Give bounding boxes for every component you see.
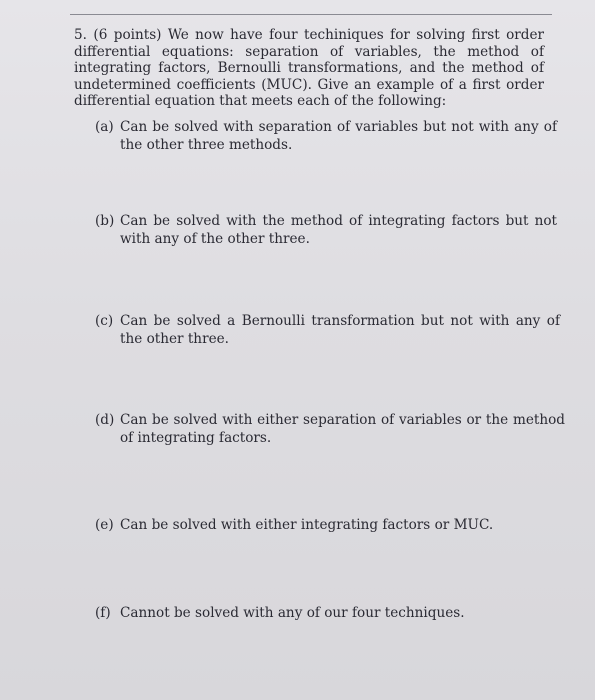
part-text: Cannot be solved with any of our four techniques. bbox=[120, 605, 465, 621]
problem-text: (6 points) We now have four techiniques for solving first order differential equations: separation of variables, the method of integrating factors, Bernoulli transformations, and the method of undetermined coefficients (MUC). Give an example of a first order differential equation that meets each of the following: bbox=[74, 27, 544, 109]
top-rule bbox=[70, 14, 552, 15]
part-a bbox=[95, 118, 557, 154]
part-text: Can be solved with either integrating factors or MUC. bbox=[120, 517, 494, 533]
part-text: Can be solved with either separation of variables or the method of integrating factors. bbox=[120, 412, 565, 446]
problem-5-statement bbox=[74, 27, 544, 110]
part-label: (a) bbox=[95, 119, 114, 135]
part-text: Can be solved a Bernoulli transformation but not with any of the other three. bbox=[120, 313, 560, 347]
problem-number: 5. bbox=[74, 27, 87, 43]
part-label: (c) bbox=[95, 313, 114, 329]
part-label: (b) bbox=[95, 213, 115, 229]
part-e bbox=[95, 516, 557, 534]
part-d bbox=[95, 411, 565, 447]
part-text: Can be solved with the method of integrating factors but not with any of the other three. bbox=[120, 213, 557, 247]
part-f bbox=[95, 604, 557, 622]
part-label: (d) bbox=[95, 412, 115, 428]
part-text: Can be solved with separation of variables but not with any of the other three methods. bbox=[120, 119, 557, 153]
part-label: (e) bbox=[95, 517, 114, 533]
part-b bbox=[95, 212, 557, 248]
part-c bbox=[95, 312, 560, 348]
part-label: (f) bbox=[95, 605, 111, 621]
